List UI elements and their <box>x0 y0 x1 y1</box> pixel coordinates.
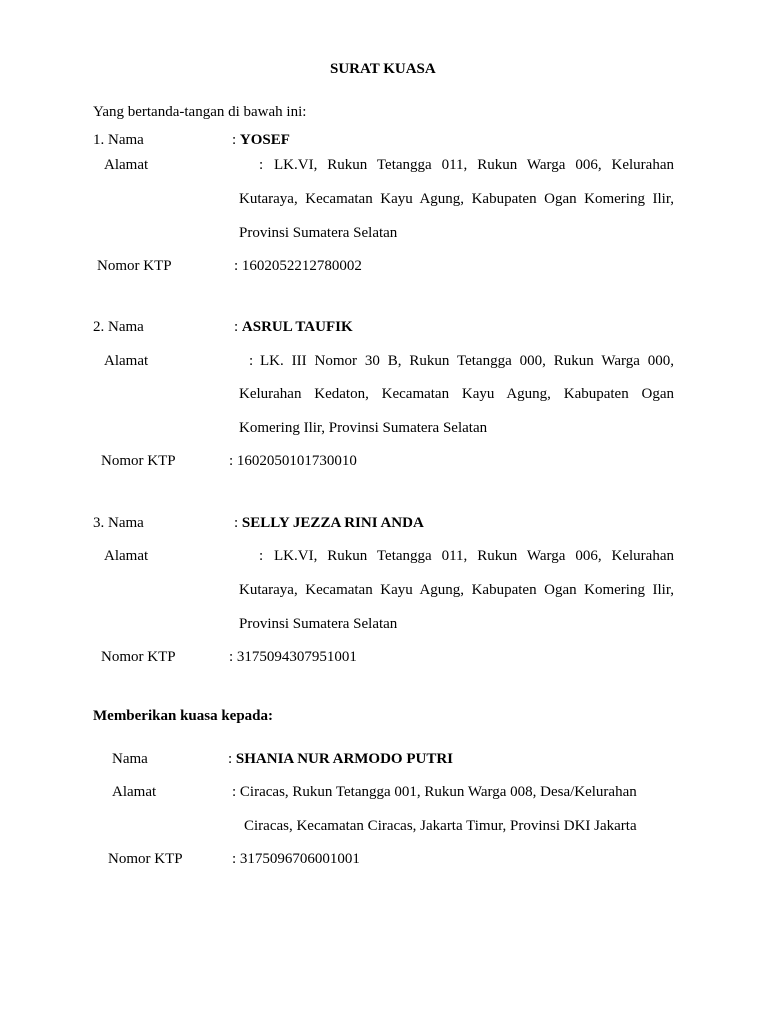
grantee-nama-label: Nama <box>112 751 148 767</box>
person-3-nama-label <box>93 515 144 532</box>
document-title: SURAT KUASA <box>330 61 436 77</box>
person-3-number: 3. <box>93 515 105 531</box>
person-3-name <box>234 515 424 532</box>
person-3-ktp-value: 3175094307951001 <box>236 649 357 665</box>
colon: : <box>229 453 234 469</box>
person-3-alamat-colon: : <box>259 548 264 564</box>
person-2-address-line-1: LK. III Nomor 30 B, Rukun Tetangga 000, Rukun Warga 000, <box>260 353 674 369</box>
grantee-address-line-1 <box>232 784 637 801</box>
person-1-alamat-label: Alamat <box>104 157 149 173</box>
colon: : <box>232 851 237 867</box>
nama-label: Nama <box>108 132 144 148</box>
person-2-ktp-label: Nomor KTP <box>101 453 176 469</box>
person-1-address-line-2: Kutaraya, Kecamatan Kayu Agung, Kabupaten Ogan Komering Ilir, <box>239 191 674 207</box>
nama-label: Nama <box>108 515 144 531</box>
person-2-nama-label <box>93 319 144 336</box>
intro-text: Yang bertanda-tangan di bawah ini: <box>93 104 307 120</box>
person-1-name <box>232 132 290 149</box>
grant-heading: Memberikan kuasa kepada: <box>93 708 274 724</box>
person-2-ktp <box>229 453 357 470</box>
colon: : <box>232 784 237 800</box>
colon: : <box>234 258 239 274</box>
person-3-address-line-3: Provinsi Sumatera Selatan <box>239 616 398 632</box>
person-1-address-line-3: Provinsi Sumatera Selatan <box>239 225 398 241</box>
grantee-ktp <box>232 851 360 868</box>
person-1-ktp <box>234 258 362 275</box>
colon: : <box>234 515 239 531</box>
grantee-address-line-2: Ciracas, Kecamatan Ciracas, Jakarta Timur, Provinsi DKI Jakarta <box>244 818 637 834</box>
person-2-address-line-2: Kelurahan Kedaton, Kecamatan Kayu Agung, Kabupaten Ogan <box>239 386 674 402</box>
grantee-ktp-label: Nomor KTP <box>108 851 183 867</box>
person-2-alamat-colon: : <box>249 353 254 369</box>
person-2-name <box>234 319 353 336</box>
person-3-ktp <box>229 649 357 666</box>
person-2-alamat-label: Alamat <box>104 353 149 369</box>
person-1-ktp-label: Nomor KTP <box>97 258 172 274</box>
person-2-ktp-value: 1602050101730010 <box>236 453 357 469</box>
person-2-address-line-3: Komering Ilir, Provinsi Sumatera Selatan <box>239 420 488 436</box>
colon: : <box>232 132 237 148</box>
grantee-address-line-1-value: Ciracas, Rukun Tetangga 001, Rukun Warga 008, Desa/Kelurahan <box>239 784 637 800</box>
person-2-number: 2. <box>93 319 105 335</box>
colon: : <box>229 649 234 665</box>
person-1-nama-label <box>93 132 144 149</box>
person-1-address-line-1: LK.VI, Rukun Tetangga 011, Rukun Warga 006, Kelurahan <box>274 157 674 173</box>
person-3-alamat-label: Alamat <box>104 548 149 564</box>
person-3-name-value: SELLY JEZZA RINI ANDA <box>241 515 424 531</box>
person-3-ktp-label: Nomor KTP <box>101 649 176 665</box>
colon: : <box>228 751 233 767</box>
grantee-name-value: SHANIA NUR ARMODO PUTRI <box>235 751 454 767</box>
colon: : <box>234 319 239 335</box>
person-3-address-line-1: LK.VI, Rukun Tetangga 011, Rukun Warga 006, Kelurahan <box>274 548 674 564</box>
person-1-number: 1. <box>93 132 105 148</box>
person-3-address-line-2: Kutaraya, Kecamatan Kayu Agung, Kabupaten Ogan Komering Ilir, <box>239 582 674 598</box>
grantee-ktp-value: 3175096706001001 <box>239 851 360 867</box>
person-1-ktp-value: 1602052212780002 <box>241 258 362 274</box>
grantee-name <box>228 751 453 768</box>
grantee-alamat-label: Alamat <box>112 784 157 800</box>
person-1-name-value: YOSEF <box>239 132 290 148</box>
person-1-alamat-colon: : <box>259 157 264 173</box>
person-2-name-value: ASRUL TAUFIK <box>241 319 353 335</box>
nama-label: Nama <box>108 319 144 335</box>
